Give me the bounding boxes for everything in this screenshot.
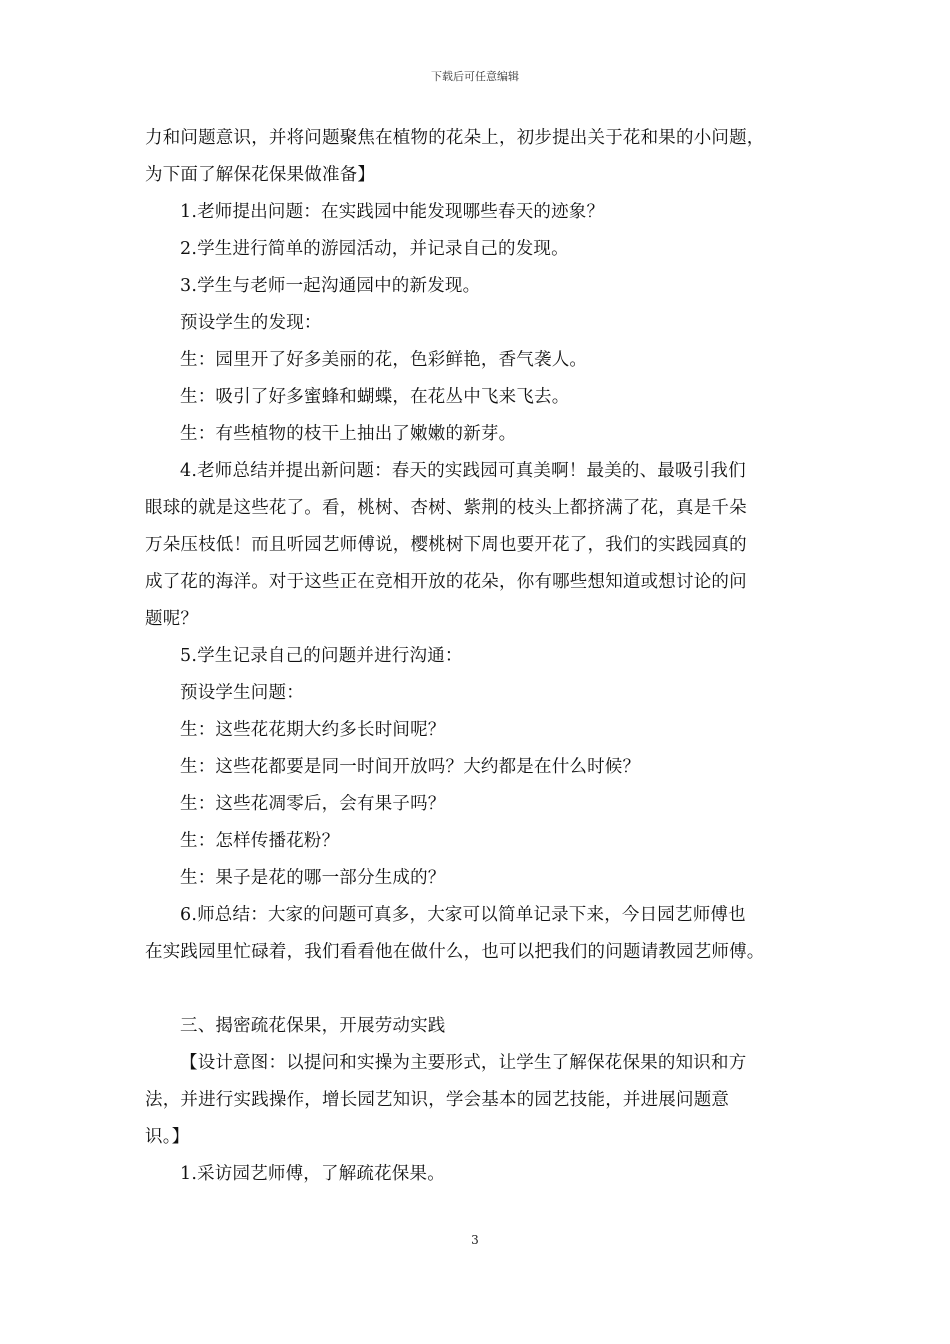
text-line: 眼球的就是这些花了。看，桃树、杏树、紫荆的枝头上都挤满了花，真是千朵 <box>145 498 747 518</box>
text-line: 识。】 <box>145 1127 190 1147</box>
text-line: 1.老师提出问题：在实践园中能发现哪些春天的迹象？ <box>180 202 605 222</box>
text-line: 生：这些花凋零后，会有果子吗？ <box>180 794 446 814</box>
text-line: 为下面了解保花保果做准备】 <box>145 165 376 185</box>
text-line: 【设计意图：以提问和实操为主要形式，让学生了解保花保果的知识和方 <box>180 1053 747 1073</box>
text-line: 力和问题意识，并将问题聚焦在植物的花朵上，初步提出关于花和果的小问题， <box>145 128 765 148</box>
text-line: 题呢？ <box>145 609 199 629</box>
text-line: 2.学生进行简单的游园活动，并记录自己的发现。 <box>180 239 569 259</box>
text-line: 预设学生的发现： <box>180 313 322 333</box>
text-line: 预设学生问题： <box>180 683 304 703</box>
blank-line <box>145 971 810 1008</box>
text-line: 生：园里开了好多美丽的花，色彩鲜艳，香气袭人。 <box>180 350 588 370</box>
text-line: 在实践园里忙碌着，我们看看他在做什么，也可以把我们的问题请教园艺师傅。 <box>145 942 765 962</box>
text-line: 生：吸引了好多蜜蜂和蝴蝶，在花丛中飞来飞去。 <box>180 387 570 407</box>
text-line: 生：这些花花期大约多长时间呢？ <box>180 720 446 740</box>
text-line: 法，并进行实践操作，增长园艺知识，学会基本的园艺技能，并进展问题意 <box>145 1090 730 1110</box>
text-line: 5.学生记录自己的问题并进行沟通： <box>180 646 463 666</box>
text-line: 1.采访园艺师傅，了解疏花保果。 <box>180 1164 445 1184</box>
text-line: 3.学生与老师一起沟通园中的新发现。 <box>180 276 481 296</box>
text-line: 成了花的海洋。对于这些正在竞相开放的花朵，你有哪些想知道或想讨论的问 <box>145 572 747 592</box>
text-line: 生：这些花都要是同一时间开放吗？大约都是在什么时候？ <box>180 757 641 777</box>
document-body <box>145 120 810 1193</box>
page-header: 下载后可任意编辑 <box>431 70 519 83</box>
text-line: 万朵压枝低！而且听园艺师傅说，樱桃树下周也要开花了，我们的实践园真的 <box>145 535 747 555</box>
text-line: 生：怎样传播花粉？ <box>180 831 340 851</box>
page-number: 3 <box>471 1233 479 1247</box>
text-line: 三、揭密疏花保果，开展劳动实践 <box>180 1016 446 1036</box>
text-line: 6.师总结：大家的问题可真多，大家可以简单记录下来，今日园艺师傅也 <box>180 905 746 925</box>
text-line: 4.老师总结并提出新问题：春天的实践园可真美啊！最美的、最吸引我们 <box>180 461 746 481</box>
text-line: 生：果子是花的哪一部分生成的？ <box>180 868 446 888</box>
text-line: 生：有些植物的枝干上抽出了嫩嫩的新芽。 <box>180 424 517 444</box>
